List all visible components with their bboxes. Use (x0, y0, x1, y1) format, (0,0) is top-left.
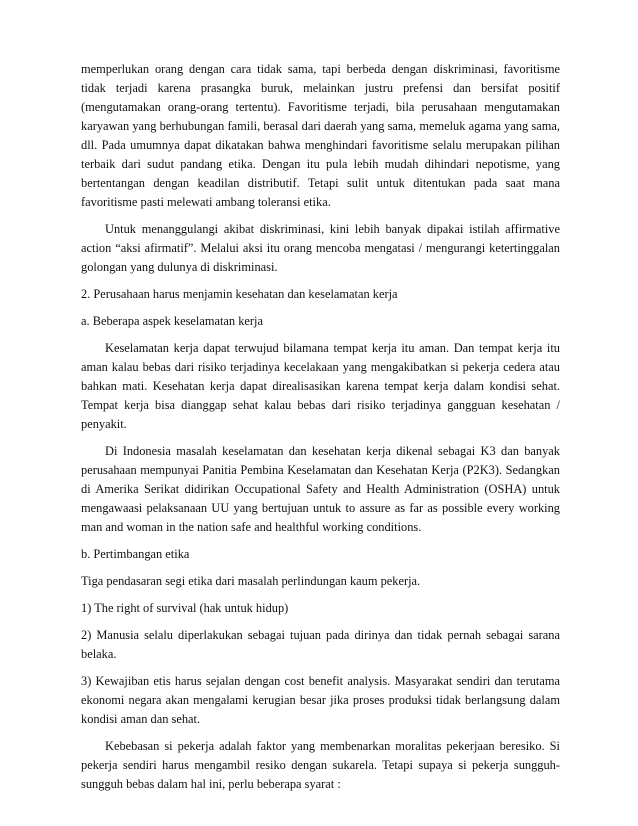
subsection-heading-b: b. Pertimbangan etika (81, 547, 190, 561)
list-item-3: 3) Kewajiban etis harus sejalan dengan cost benefit analysis. Masyarakat sendiri dan terutama ekonomi negara akan mengalami kerugian besar jika proses produksi tidak berlangsung dalam kondisi aman dan sehat. (81, 674, 560, 726)
paragraph-tiga-pendasaran: Tiga pendasaran segi etika dari masalah perlindungan kaum pekerja. (81, 574, 421, 588)
subsection-heading-a: a. Beberapa aspek keselamatan kerja (81, 314, 263, 328)
paragraph-k3-indonesia: Di Indonesia masalah keselamatan dan kesehatan kerja dikenal sebagai K3 dan banyak perusahaan mempunyai Panitia Pembina Keselamatan dan Kesehatan Kerja (P2K3). Sedangkan di Amerika Serikat didirikan Occupational Safety and Health Administration (OSHA) untuk mengawaasi pelaksanaan UU yang bertujuan untuk to assure as far as possible every working man and woman in the nation safe and healthful working conditions. (81, 444, 560, 534)
list-item-1: 1) The right of survival (hak untuk hidup) (81, 601, 289, 615)
paragraph-kebebasan-pekerja: Kebebasan si pekerja adalah faktor yang membenarkan moralitas pekerjaan beresiko. Si pekerja sendiri harus mengambil resiko dengan sukarela. Tetapi supaya si pekerja sungguh-sungguh bebas dalam hal ini, perlu beberapa syarat : (81, 739, 560, 791)
paragraph-affirmative-action: Untuk menanggulangi akibat diskriminasi, kini lebih banyak dipakai istilah affirmative action “aksi afirmatif”. Melalui aksi itu orang mencoba mengatasi / mengurangi ketertinggalan golongan yang dulunya di diskriminasi. (81, 222, 560, 274)
section-heading-2: 2. Perusahaan harus menjamin kesehatan dan keselamatan kerja (81, 287, 398, 301)
list-item-2: 2) Manusia selalu diperlakukan sebagai tujuan pada dirinya dan tidak pernah sebagai sarana belaka. (81, 628, 560, 661)
paragraph-favoritisme: memperlukan orang dengan cara tidak sama, tapi berbeda dengan diskriminasi, favoritisme tidak terjadi karena prasangka buruk, melainkan justru prefensi dan bersifat positif (mengutamakan orang-orang tertentu). Favoritisme terjadi, bila perusahaan mengutamakan karyawan yang berhubungan famili, berasal dari daerah yang sama, memeluk agama yang sama, dll. Pada umumnya dapat dikatakan bahwa menghindari favoritisme selalu merupakan pilihan terbaik dari sudut pandang etika. Dengan itu pula lebih mudah dihindari nepotisme, yang bertentangan dengan keadilan distributif. Tetapi sulit untuk ditentukan pada saat mana favoritisme pasti melewati ambang toleransi etika. (81, 62, 560, 209)
document-page (81, 60, 560, 802)
paragraph-keselamatan-kerja: Keselamatan kerja dapat terwujud bilamana tempat kerja itu aman. Dan tempat kerja itu aman kalau bebas dari risiko terjadinya kecelakaan yang mengakibatkan si pekerja cedera atau bahkan mati. Kesehatan kerja dapat direalisasikan karena tempat kerja dalam kondisi sehat. Tempat kerja bisa dianggap sehat kalau bebas dari risiko terjadinya gangguan kesehatan / penyakit. (81, 341, 560, 431)
